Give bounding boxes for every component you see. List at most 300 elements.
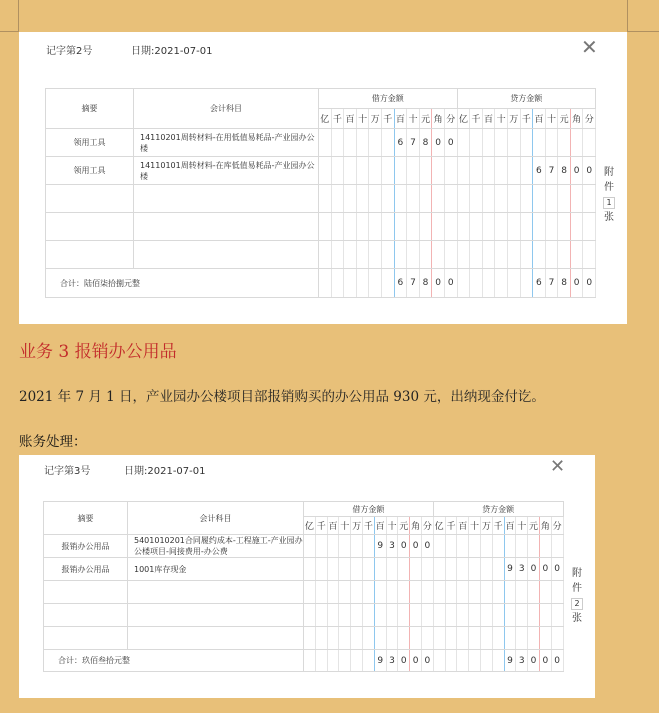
amount-digit <box>344 157 357 185</box>
amount-digit <box>394 213 407 241</box>
attach-label: 附 <box>572 568 582 579</box>
amount-digit <box>331 213 344 241</box>
total-label: 合计：玖佰叁拾元整 <box>44 650 304 672</box>
amount-digit <box>507 129 520 157</box>
amount-digit <box>457 535 469 558</box>
amount-digit <box>495 213 508 241</box>
amount-digit <box>419 185 432 213</box>
amount-digit <box>381 269 394 298</box>
amount-digit: 7 <box>545 269 558 298</box>
amount-digit <box>495 129 508 157</box>
amount-digit: 0 <box>421 650 433 672</box>
amount-digit <box>344 241 357 269</box>
amount-digit <box>480 650 492 672</box>
digit-header: 千 <box>331 109 344 129</box>
digit-header: 十 <box>356 109 369 129</box>
table-row[interactable] <box>44 627 564 650</box>
digit-header: 角 <box>410 517 422 535</box>
amount-digit <box>432 213 445 241</box>
amount-digit: 8 <box>419 269 432 298</box>
amount-digit <box>469 627 481 650</box>
amount-digit <box>410 604 422 627</box>
amount-digit <box>533 129 546 157</box>
amount-digit: 0 <box>444 269 457 298</box>
digit-header: 百 <box>374 517 386 535</box>
amount-digit <box>470 241 483 269</box>
amount-digit <box>480 581 492 604</box>
table-row[interactable] <box>46 241 596 269</box>
amount-digit: 0 <box>570 157 583 185</box>
row-account <box>128 581 304 604</box>
amount-digit <box>421 581 433 604</box>
amount-digit: 0 <box>528 650 540 672</box>
amount-digit <box>539 581 551 604</box>
amount-digit <box>583 185 596 213</box>
voucher-date: 日期:2021-07-01 <box>124 466 206 477</box>
amount-digit <box>480 627 492 650</box>
amount-digit: 0 <box>583 157 596 185</box>
amount-digit <box>528 581 540 604</box>
digit-header: 十 <box>545 109 558 129</box>
digit-header: 元 <box>558 109 571 129</box>
amount-digit <box>407 157 420 185</box>
digit-header: 角 <box>432 109 445 129</box>
amount-digit <box>344 129 357 157</box>
digit-header: 万 <box>507 109 520 129</box>
amount-digit: 9 <box>374 535 386 558</box>
amount-digit <box>516 627 528 650</box>
amount-digit <box>470 157 483 185</box>
amount-digit <box>470 213 483 241</box>
amount-digit: 9 <box>504 650 516 672</box>
table-row[interactable] <box>46 185 596 213</box>
col-header-account: 会计科目 <box>128 502 304 535</box>
amount-digit: 7 <box>407 129 420 157</box>
amount-digit <box>356 241 369 269</box>
digit-header: 十 <box>386 517 398 535</box>
digit-header: 角 <box>570 109 583 129</box>
page-margin-mark <box>627 31 659 32</box>
amount-digit <box>457 581 469 604</box>
amount-digit <box>520 241 533 269</box>
page-margin-mark <box>18 0 19 32</box>
digit-header: 分 <box>551 517 563 535</box>
digit-header: 元 <box>528 517 540 535</box>
amount-digit <box>327 558 339 581</box>
amount-digit <box>315 627 327 650</box>
table-row[interactable] <box>46 157 596 185</box>
amount-digit: 0 <box>410 650 422 672</box>
table-row[interactable] <box>46 213 596 241</box>
digit-header: 千 <box>492 517 504 535</box>
row-summary <box>44 627 128 650</box>
amount-digit <box>369 185 382 213</box>
voucher-number: 记字第2号 <box>46 46 93 57</box>
table-row[interactable] <box>46 129 596 157</box>
col-header-summary: 摘要 <box>46 89 134 129</box>
amount-digit <box>356 213 369 241</box>
col-header-debit: 借方金额 <box>304 502 434 517</box>
amount-digit <box>551 535 563 558</box>
amount-digit <box>319 269 332 298</box>
amount-digit <box>410 581 422 604</box>
amount-digit <box>339 650 351 672</box>
digit-header: 分 <box>583 109 596 129</box>
amount-digit <box>304 650 316 672</box>
total-row <box>46 269 596 298</box>
digit-header: 千 <box>520 109 533 129</box>
amount-digit: 0 <box>444 129 457 157</box>
amount-digit: 0 <box>410 535 422 558</box>
attach-count-value: 1 <box>603 197 615 209</box>
voucher-number: 记字第3号 <box>44 466 91 477</box>
amount-digit: 3 <box>516 558 528 581</box>
col-header-account: 会计科目 <box>134 89 319 129</box>
digit-header: 万 <box>351 517 363 535</box>
amount-digit <box>394 157 407 185</box>
amount-digit <box>445 604 457 627</box>
amount-digit <box>356 129 369 157</box>
row-summary: 领用工具 <box>46 129 134 157</box>
amount-digit <box>351 650 363 672</box>
amount-digit <box>369 213 382 241</box>
amount-digit <box>495 269 508 298</box>
amount-digit: 6 <box>533 269 546 298</box>
section-heading: 业务 3 报销办公用品 <box>19 342 177 362</box>
amount-digit <box>327 604 339 627</box>
amount-digit <box>362 604 374 627</box>
digit-header: 千 <box>315 517 327 535</box>
col-header-debit: 借方金额 <box>319 89 458 109</box>
amount-digit <box>398 558 410 581</box>
amount-digit <box>331 129 344 157</box>
amount-digit <box>492 581 504 604</box>
digit-header: 万 <box>480 517 492 535</box>
digit-header: 十 <box>407 109 420 129</box>
amount-digit <box>369 129 382 157</box>
amount-digit <box>351 627 363 650</box>
amount-digit <box>394 185 407 213</box>
amount-digit <box>504 581 516 604</box>
digit-header: 元 <box>398 517 410 535</box>
digit-header: 十 <box>339 517 351 535</box>
amount-digit <box>457 241 470 269</box>
amount-digit <box>520 157 533 185</box>
amount-digit <box>421 627 433 650</box>
amount-digit: 8 <box>419 129 432 157</box>
amount-digit <box>457 627 469 650</box>
amount-digit <box>492 535 504 558</box>
amount-digit <box>469 558 481 581</box>
amount-digit <box>507 185 520 213</box>
digit-header: 十 <box>469 517 481 535</box>
row-summary <box>44 604 128 627</box>
amount-digit <box>444 157 457 185</box>
amount-digit: 8 <box>558 157 571 185</box>
amount-digit: 3 <box>386 535 398 558</box>
amount-digit <box>516 581 528 604</box>
amount-digit <box>374 558 386 581</box>
digit-header: 百 <box>533 109 546 129</box>
amount-digit <box>351 558 363 581</box>
amount-digit <box>315 581 327 604</box>
amount-digit: 7 <box>545 157 558 185</box>
col-header-credit: 贷方金额 <box>457 89 596 109</box>
amount-digit <box>558 241 571 269</box>
amount-digit: 0 <box>421 535 433 558</box>
amount-digit <box>398 627 410 650</box>
amount-digit <box>381 129 394 157</box>
amount-digit <box>457 650 469 672</box>
amount-digit: 0 <box>398 650 410 672</box>
amount-digit <box>315 604 327 627</box>
amount-digit <box>386 627 398 650</box>
amount-digit <box>369 157 382 185</box>
row-summary <box>46 241 134 269</box>
digit-header: 千 <box>470 109 483 129</box>
amount-digit <box>362 650 374 672</box>
digit-header: 千 <box>381 109 394 129</box>
row-account <box>134 241 319 269</box>
amount-digit: 0 <box>528 558 540 581</box>
close-icon[interactable]: ✕ <box>550 456 566 477</box>
amount-digit <box>410 558 422 581</box>
digit-header: 十 <box>516 517 528 535</box>
amount-digit <box>339 558 351 581</box>
amount-digit <box>344 269 357 298</box>
amount-digit <box>433 650 445 672</box>
digit-header: 百 <box>457 517 469 535</box>
amount-digit <box>394 241 407 269</box>
amount-digit <box>432 185 445 213</box>
amount-digit <box>545 241 558 269</box>
amount-digit <box>304 558 316 581</box>
amount-digit: 6 <box>394 129 407 157</box>
amount-digit <box>351 604 363 627</box>
amount-digit <box>432 157 445 185</box>
attach-count-value: 2 <box>571 598 583 610</box>
amount-digit <box>331 157 344 185</box>
table-row[interactable] <box>44 535 564 558</box>
amount-digit <box>331 241 344 269</box>
amount-digit <box>386 558 398 581</box>
amount-digit <box>504 604 516 627</box>
amount-digit <box>315 650 327 672</box>
amount-digit <box>315 535 327 558</box>
amount-digit <box>482 241 495 269</box>
amount-digit <box>469 650 481 672</box>
close-icon[interactable]: ✕ <box>581 35 598 59</box>
amount-digit: 0 <box>570 269 583 298</box>
total-label: 合计：陆佰柒拾捌元整 <box>46 269 319 298</box>
digit-header: 十 <box>495 109 508 129</box>
amount-digit <box>457 269 470 298</box>
amount-digit <box>362 581 374 604</box>
amount-digit <box>457 558 469 581</box>
amount-digit: 3 <box>516 650 528 672</box>
amount-digit <box>480 604 492 627</box>
digit-header: 百 <box>394 109 407 129</box>
amount-digit <box>410 627 422 650</box>
digit-header: 万 <box>369 109 382 129</box>
amount-digit <box>362 627 374 650</box>
amount-digit <box>570 241 583 269</box>
amount-digit <box>331 185 344 213</box>
amount-digit <box>457 213 470 241</box>
amount-digit <box>319 157 332 185</box>
amount-digit <box>482 185 495 213</box>
amount-digit: 0 <box>539 558 551 581</box>
table-row[interactable] <box>44 558 564 581</box>
amount-digit <box>545 185 558 213</box>
amount-digit <box>551 581 563 604</box>
amount-digit <box>432 241 445 269</box>
amount-digit <box>480 535 492 558</box>
voucher-1 <box>19 32 627 324</box>
amount-digit <box>528 535 540 558</box>
amount-digit <box>558 129 571 157</box>
amount-digit <box>339 604 351 627</box>
row-account <box>128 627 304 650</box>
amount-digit <box>339 581 351 604</box>
page-margin-mark <box>0 31 18 32</box>
amount-digit <box>492 627 504 650</box>
amount-digit <box>492 650 504 672</box>
table-row[interactable] <box>44 604 564 627</box>
amount-digit <box>533 241 546 269</box>
amount-digit <box>419 241 432 269</box>
amount-digit <box>407 185 420 213</box>
row-account: 14110101周转材料-在库低值易耗品-产业园办公楼 <box>134 157 319 185</box>
amount-digit <box>533 185 546 213</box>
amount-digit: 0 <box>551 650 563 672</box>
amount-digit <box>369 241 382 269</box>
amount-digit <box>507 241 520 269</box>
amount-digit <box>356 157 369 185</box>
row-account <box>134 213 319 241</box>
amount-digit <box>327 650 339 672</box>
digit-header: 百 <box>344 109 357 129</box>
amount-digit <box>381 213 394 241</box>
amount-digit <box>344 213 357 241</box>
digit-header: 亿 <box>304 517 316 535</box>
amount-digit <box>398 581 410 604</box>
amount-digit <box>570 213 583 241</box>
voucher-table <box>43 501 564 672</box>
amount-digit: 6 <box>533 157 546 185</box>
amount-digit: 8 <box>558 269 571 298</box>
amount-digit <box>433 535 445 558</box>
amount-digit <box>520 269 533 298</box>
voucher-table <box>45 88 596 298</box>
amount-digit: 3 <box>386 650 398 672</box>
digit-header: 百 <box>482 109 495 129</box>
digit-header: 分 <box>421 517 433 535</box>
attach-label: 张 <box>604 212 614 223</box>
amount-digit <box>407 213 420 241</box>
amount-digit <box>539 627 551 650</box>
amount-digit <box>331 269 344 298</box>
amount-digit <box>516 535 528 558</box>
digit-header: 亿 <box>457 109 470 129</box>
row-summary: 报销办公用品 <box>44 535 128 558</box>
amount-digit <box>327 535 339 558</box>
amount-digit: 0 <box>539 650 551 672</box>
amount-digit <box>407 241 420 269</box>
amount-digit <box>444 241 457 269</box>
amount-digit: 0 <box>432 269 445 298</box>
amount-digit <box>356 269 369 298</box>
amount-digit <box>433 604 445 627</box>
amount-digit <box>419 213 432 241</box>
amount-digit: 9 <box>504 558 516 581</box>
row-summary: 报销办公用品 <box>44 558 128 581</box>
amount-digit <box>551 604 563 627</box>
amount-digit: 9 <box>374 650 386 672</box>
amount-digit <box>433 627 445 650</box>
amount-digit <box>304 627 316 650</box>
amount-digit <box>504 535 516 558</box>
amount-digit <box>339 535 351 558</box>
amount-digit <box>445 535 457 558</box>
amount-digit <box>356 185 369 213</box>
attach-label: 张 <box>572 613 582 624</box>
amount-digit <box>583 129 596 157</box>
amount-digit: 0 <box>583 269 596 298</box>
amount-digit <box>520 129 533 157</box>
amount-digit <box>304 535 316 558</box>
amount-digit <box>319 241 332 269</box>
amount-digit: 0 <box>551 558 563 581</box>
amount-digit <box>304 604 316 627</box>
attach-label: 附 <box>604 167 614 178</box>
amount-digit <box>339 627 351 650</box>
voucher-date: 日期:2021-07-01 <box>131 46 213 57</box>
amount-digit <box>421 604 433 627</box>
business-description: 2021 年 7 月 1 日，产业园办公楼项目部报销购买的办公用品 930 元，出纳现金付讫。 <box>19 389 545 405</box>
row-account <box>128 604 304 627</box>
amount-digit <box>495 241 508 269</box>
amount-digit <box>504 627 516 650</box>
amount-digit <box>457 129 470 157</box>
amount-digit <box>304 581 316 604</box>
amount-digit <box>319 213 332 241</box>
amount-digit <box>545 213 558 241</box>
amount-digit <box>482 269 495 298</box>
table-row[interactable] <box>44 581 564 604</box>
amount-digit <box>386 581 398 604</box>
amount-digit <box>344 185 357 213</box>
digit-header: 元 <box>419 109 432 129</box>
amount-digit <box>457 185 470 213</box>
amount-digit <box>528 604 540 627</box>
row-account: 5401010201合同履约成本-工程施工-产业园办公楼项目-间接费用-办公费 <box>128 535 304 558</box>
amount-digit <box>381 157 394 185</box>
amount-digit <box>444 213 457 241</box>
col-header-credit: 贷方金额 <box>433 502 563 517</box>
col-header-summary: 摘要 <box>44 502 128 535</box>
amount-digit <box>315 558 327 581</box>
amount-digit <box>469 535 481 558</box>
amount-digit <box>386 604 398 627</box>
digit-header: 亿 <box>433 517 445 535</box>
amount-digit <box>482 213 495 241</box>
amount-digit <box>482 157 495 185</box>
page-margin-mark <box>627 0 628 32</box>
amount-digit <box>507 269 520 298</box>
amount-digit <box>539 604 551 627</box>
accounting-label: 账务处理： <box>19 434 87 450</box>
